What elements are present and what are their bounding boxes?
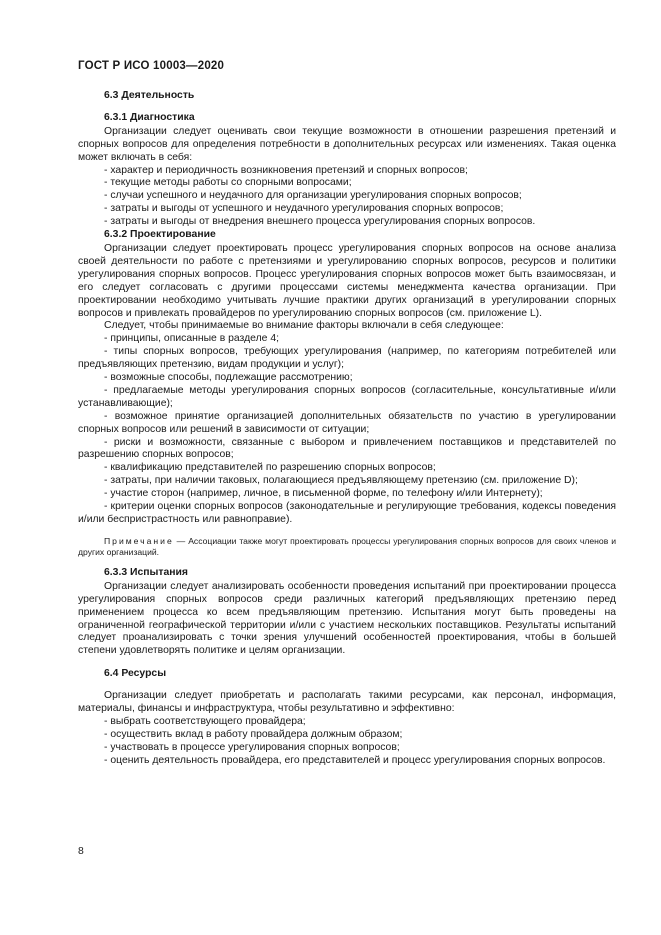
- list-item: - текущие методы работы со спорными вопросами;: [104, 177, 352, 189]
- paragraph: Организации следует проектировать процесс урегулирования спорных вопросов на основе анализа своей деятельности по работе с претензиями и урегулированию спорных вопросов, ресурсов и политики урегулирования спорных вопросов. Процесс урегулирования спорных вопросов может быть взаимосвязан, и его следует согласовать с другими процессами системы менеджмента качества организации. При проектировании необходимо учитывать лучшие практики других организаций в урегулировании спорных вопросов и привлекать провайдеров по урегулированию спорных вопросов (см. приложение L).: [78, 242, 616, 319]
- paragraph: Следует, чтобы принимаемые во внимание факторы включали в себя следующее:: [104, 320, 504, 332]
- list-item: - затраты и выгоды от внедрения внешнего процесса урегулирования спорных вопросов.: [104, 216, 536, 228]
- list-item: - возможное принятие организацией дополнительных обязательств по участию в урегулировании спорных вопросов или решений в зависимости от ситуации;: [78, 410, 616, 435]
- list-item: - затраты, при наличии таковых, полагающиеся предъявляющему претензию (см. приложение D);: [104, 475, 578, 487]
- list-item: - риски и возможности, связанные с выбором и привлечением поставщиков и представителей по разрешению спорных вопросов;: [78, 436, 616, 461]
- list-item: - критерии оценки спорных вопросов (законодательные и регулирующие требования, кодексы поведения и/или беспристрастность или равноправие).: [78, 501, 616, 525]
- list-item: - возможные способы, подлежащие рассмотрению;: [104, 372, 353, 384]
- list-item: - затраты и выгоды от успешного и неудачного урегулирования спорных вопросов;: [104, 203, 504, 215]
- list-item: - выбрать соответствующего провайдера;: [104, 715, 306, 727]
- list-item: - принципы, описанные в разделе 4;: [104, 333, 279, 345]
- document-body: [78, 90, 616, 768]
- list-item: - участие сторон (например, личное, в письменной форме, по телефону и/или Интернету);: [104, 488, 543, 500]
- list-item: - участвовать в процессе урегулирования спорных вопросов;: [104, 741, 400, 753]
- note-text: — Ассоциации также могут проектировать процессы урегулирования спорных вопросов для своих членов и других организаций.: [78, 535, 616, 558]
- subsection-title: 6.3.2 Проектирование: [104, 229, 216, 241]
- note-label: Примечание: [104, 535, 174, 546]
- list-item: - предлагаемые методы урегулирования спорных вопросов (согласительные, консультативные и/или устанавливающие);: [78, 384, 616, 409]
- section-title: 6.3 Деятельность: [104, 90, 195, 101]
- paragraph: Организации следует оценивать свои текущие возможности в отношении разрешения претензий и спорных вопросов для определения потребности в дополнительных ресурсах или изменениях. Такая оценка может включать в себя:: [78, 125, 616, 163]
- list-item: - случаи успешного и неудачного для организации урегулирования спорных вопросов;: [104, 190, 522, 202]
- document-header: ГОСТ Р ИСО 10003—2020: [78, 60, 225, 72]
- subsection-title: 6.3.3 Испытания: [104, 566, 188, 578]
- list-item: - осуществить вклад в работу провайдера должным образом;: [104, 728, 403, 740]
- list-item: - оценить деятельность провайдера, его представителей и процесс урегулирования спорных вопросов.: [104, 754, 606, 766]
- list-item: - характер и периодичность возникновения претензий и спорных вопросов;: [104, 164, 468, 176]
- note: [78, 536, 616, 559]
- section-title: 6.4 Ресурсы: [104, 668, 167, 680]
- list-item: - типы спорных вопросов, требующих урегулирования (например, по категориям потребителей или предъявляющих претензию, видам продукции и услуг);: [78, 346, 616, 371]
- paragraph: Организации следует приобретать и располагать такими ресурсами, как персонал, информация, материалы, финансы и инфраструктура, чтобы результативно и эффективно:: [78, 690, 616, 715]
- subsection-title: 6.3.1 Диагностика: [104, 111, 195, 123]
- paragraph: Организации следует анализировать особенности проведения испытаний при проектировании процесса урегулирования спорных вопросов среди различных категорий предъявляющих претензию перед применением процесса ко всем предъявляющим претензию. Испытания могут быть проведены на ограниченной географической территории и/или с участием нескольких поставщиков. Результаты испытаний следует проанализировать с точки зрения улучшений особенностей проектирования, чтобы в большей степени удовлетворять политике и целям организации.: [78, 580, 616, 657]
- page-number: 8: [78, 846, 84, 857]
- list-item: - квалификацию представителей по разрешению спорных вопросов;: [104, 462, 436, 474]
